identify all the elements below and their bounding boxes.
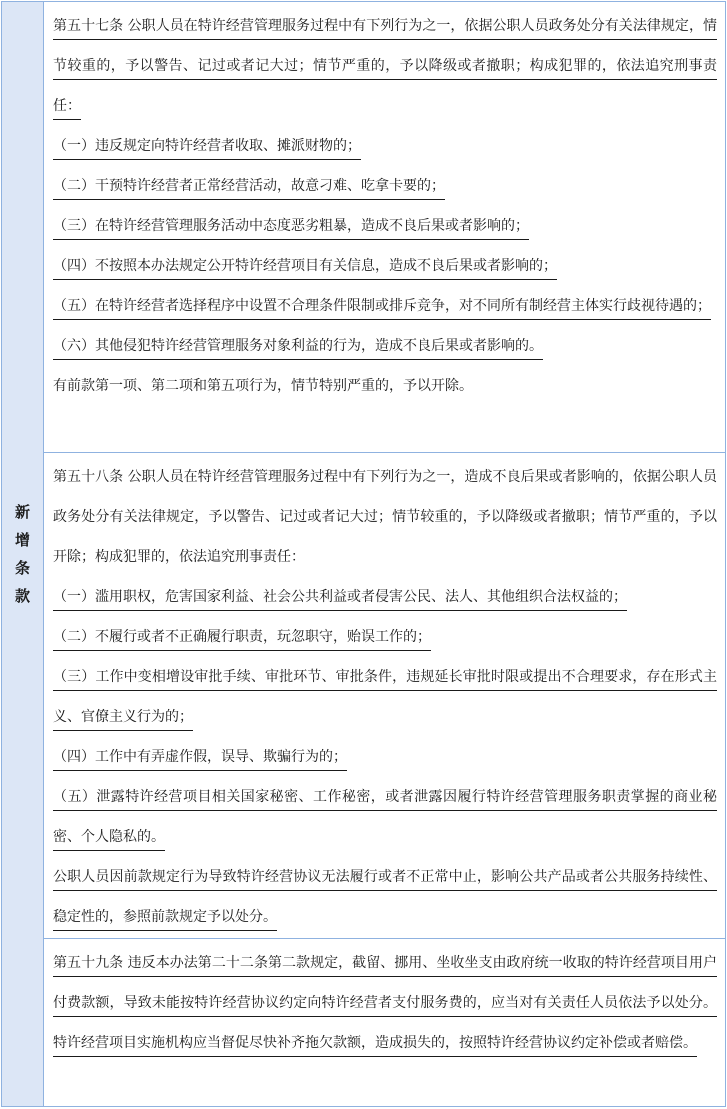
amendment-table xyxy=(1,1,726,1107)
article-item: （一）违反规定向特许经营者收取、摊派财物的； xyxy=(53,138,361,154)
article-item: （三）工作中变相增设审批手续、审批环节、审批条件，违规延长审批时限或提出不合理要求，存在形式主义、官僚主义行为的； xyxy=(53,669,717,725)
article-item: （一）滥用职权，危害国家利益、社会公共利益或者侵害公民、法人、其他组织合法权益的； xyxy=(53,589,627,605)
article-heading: 第五十九条 违反本办法第二十二条第二款规定，截留、挪用、坐收坐支由政府统一收取的特许经营项目用户付费款额，导致未能按特许经营协议约定向特许经营者支付服务费的，应当对有关责任人员依法予以处分。特许经营项目实施机构应当督促尽快补齐拖欠款额，造成损失的，按照特许经营协议约定补偿或者赔偿。 xyxy=(53,955,717,1051)
article-item: （四）工作中有弄虚作假，误导、欺骗行为的； xyxy=(53,749,347,765)
article-item: （三）在特许经营管理服务活动中态度恶劣粗暴，造成不良后果或者影响的； xyxy=(53,218,529,234)
article-note: 公职人员因前款规定行为导致特许经营协议无法履行或者不正常中止，影响公共产品或者公共服务持续性、稳定性的，参照前款规定予以处分。 xyxy=(53,869,717,925)
article-item: （二）干预特许经营者正常经营活动，故意刁难、吃拿卡要的； xyxy=(53,178,445,194)
article-note: 有前款第一项、第二项和第五项行为，情节特别严重的，予以开除。 xyxy=(53,378,473,394)
article-heading: 第五十八条 公职人员在特许经营管理服务过程中有下列行为之一，造成不良后果或者影响的，依据公职人员政务处分有关法律规定，予以警告、记过或者记大过；情节较重的，予以降级或者撤职；情节严重的，予以开除；构成犯罪的，依法追究刑事责任： xyxy=(53,469,717,565)
article-item: （四）不按照本办法规定公开特许经营项目有关信息，造成不良后果或者影响的； xyxy=(53,258,557,274)
side-label-char: 新 xyxy=(14,503,30,521)
article-heading: 第五十七条 公职人员在特许经营管理服务过程中有下列行为之一，依据公职人员政务处分有关法律规定，情节较重的，予以警告、记过或者记大过；情节严重的，予以降级或者撤职；构成犯罪的，依法追究刑事责任： xyxy=(53,18,717,114)
article-item: （五）在特许经营者选择程序中设置不合理条件限制或排斥竞争，对不同所有制经营主体实行歧视待遇的； xyxy=(53,298,711,314)
article-59 xyxy=(44,938,725,1106)
side-label-char: 条 xyxy=(14,559,30,577)
side-label-char: 增 xyxy=(14,531,30,549)
article-item: （五）泄露特许经营项目相关国家秘密、工作秘密，或者泄露因履行特许经营管理服务职责掌握的商业秘密、个人隐私的。 xyxy=(53,789,717,845)
articles-column xyxy=(44,2,725,1106)
article-57 xyxy=(44,2,725,452)
article-58 xyxy=(44,452,725,938)
side-label-char: 款 xyxy=(14,587,30,605)
article-item: （二）不履行或者不正确履行职责，玩忽职守，贻误工作的； xyxy=(53,629,431,645)
article-item: （六）其他侵犯特许经营管理服务对象利益的行为，造成不良后果或者影响的。 xyxy=(53,338,543,354)
side-label-cell xyxy=(2,2,44,1106)
